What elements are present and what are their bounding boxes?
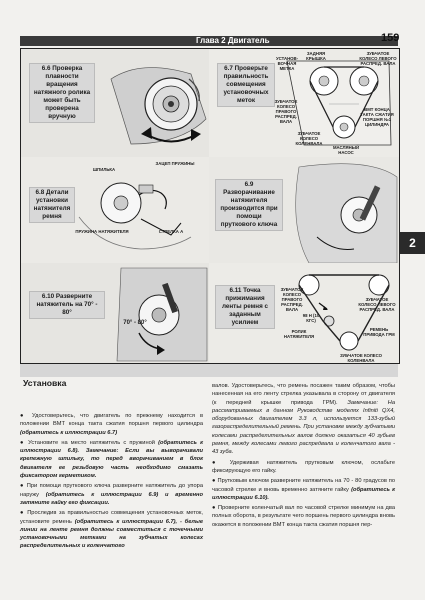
label-right-cam-sprocket: ЗУБЧАТОЕ КОЛЕСО ПРАВОГО РАСПРЕД. ВАЛА <box>274 99 298 124</box>
chapter-tab: 2 <box>400 232 425 254</box>
text-column-left <box>20 412 203 553</box>
caption-6-6: 6.6 Проверка плавности вращения натяжного ролика может быть проверена вручную <box>29 63 95 123</box>
caption-6-11: 6.11 Точка прижимания ленты ремня с заданным усилием <box>215 285 275 329</box>
caption-6-9: 6.9 Разворачивание натяжителя производится при помощи пруткового ключа <box>215 179 283 231</box>
page-header <box>20 36 398 46</box>
label-tensioner-spring: ПРУЖИНА НАТЯЖИТЕЛЯ <box>75 229 129 234</box>
paragraph: ● При помощи пруткового ключа разверните натяжитель до упора наружу (обратитесь к иллюстрации 6.9) и временно затяните гайку его фиксации. <box>20 483 203 506</box>
section-header-bar <box>20 364 398 377</box>
label-oil-pump: МАСЛЯНЫЙ НАСОС <box>332 145 360 155</box>
paragraph: ● Проверните коленчатый вал по часовой стрелке минимум на два полных оборота, в результате чего поршень первого цилиндра вновь окажется в положении ВМТ конца такта сжатия поршня пер- <box>212 505 395 528</box>
installation-section <box>20 364 404 600</box>
chapter-title: Глава 2 Двигатель <box>196 36 270 45</box>
caption-6-10: 6.10 Разверните натяжитель на 70° - 80° <box>29 291 105 319</box>
paragraph: ● Установите на место натяжитель с пружиной (обратитесь к иллюстрации 6.8). Замечание: Если вы выворачивали крепежную шпильку, то перед вворачиванием в блок двигателя ее резьбовую часть необходимо смазать фиксатором герметиком. <box>20 439 203 480</box>
text-column-right <box>212 382 395 531</box>
label-rear-cover: ЗАДНЯЯ КРЫШКА <box>306 51 326 61</box>
figure-6-11 <box>209 263 399 363</box>
label-stud: ШПИЛЬКА <box>92 167 116 172</box>
label-tensioner-roller: РОЛИК НАТЯЖИТЕЛЯ <box>283 329 315 339</box>
figure-grid <box>20 48 400 364</box>
figure-6-6 <box>21 49 210 158</box>
caption-6-7: 6.7 Проверьте правильность совмещения установочных меток <box>217 63 275 107</box>
label-arrow-a: СТРЕЛКА А <box>158 229 184 234</box>
label-left-cam-sprocket: ЗУБЧАТОЕ КОЛЕСО ЛЕВОГО РАСПРЕД. ВАЛА <box>359 51 397 66</box>
figure-6-10 <box>21 263 210 363</box>
paragraph: валов. Удостоверьтесь, что ремень посажен таким образом, чтобы нанесенная на его ленту стрелка указывала в сторону от двигателя (к передней крышке привода ГРМ). Замечание: На рассматриваемых в данном Руководстве моделях Infiniti QX4, оборудованных двигателем 3.3 л, используется 133-зубый газораспределительный ремень. При установке между зубчатыми колесами распределительных валов должно оказаться 40 зубьев ремня, между колесами левого распредвала и коленчатого вала - 43 зуба. <box>212 383 395 456</box>
label-left-cam-sprocket-2: ЗУБЧАТОЕ КОЛЕСО ЛЕВОГО РАСПРЕД. ВАЛА <box>358 297 396 312</box>
paragraph: ● Прутковым ключом разверните натяжитель на 70 - 80 градусов по часовой стрелке и вновь временно затяните гайку (обратитесь к иллюстрации 6.10). <box>212 478 395 501</box>
label-force: 98 Н (10 КГС) <box>302 313 320 323</box>
caption-6-8: 6.8 Детали установки натяжителя ремня <box>29 187 75 223</box>
paragraph: ● Проследив за правильностью совмещения установочных меток, установите ремень (обратитесь к иллюстрации 6.7), - белые линии на ленте ремня должны совместиться с точечными установочными метками на зубчатых колесах распределительных и коленчатого <box>20 510 203 550</box>
label-crank-sprocket-2: ЗУБЧАТОЕ КОЛЕСО КОЛЕНВАЛА <box>339 353 383 363</box>
paragraph: ● Удостоверьтесь, что двигатель по прежнему находится в положении ВМТ конца такта сжатия поршня первого цилиндра (обратитесь к иллюстрации 6.7) <box>20 413 203 436</box>
label-crank-sprocket: ЗУБЧАТОЕ КОЛЕСО КОЛЕНВАЛА <box>295 131 323 146</box>
section-title: Установка <box>23 378 67 388</box>
page-number: 159 <box>381 32 400 44</box>
label-timing-belt: РЕМЕНЬ ПРИВОДА ГРМ <box>363 327 395 337</box>
figure-6-9 <box>209 157 399 264</box>
label-angle: 70° - 80° <box>123 320 147 326</box>
label-tdc: ВМТ КОНЦА ТАКТА СЖАТИЯ ПОРШНЯ №1 ЦИЛИНДРА <box>360 107 394 127</box>
label-spring-hook: ЗАЦЕП ПРУЖИНЫ <box>155 161 195 166</box>
paragraph: ● Удерживая натяжитель прутковым ключом, ослабьте фиксирующую его гайку. <box>212 459 395 474</box>
figure-6-8 <box>21 157 210 264</box>
label-timing-mark: УСТАНОВ-ВОЧНАЯ МЕТКА <box>275 56 299 71</box>
figure-6-7 <box>209 49 399 158</box>
label-right-cam-sprocket-2: ЗУБЧАТОЕ КОЛЕСО ПРАВОГО РАСПРЕД. ВАЛА <box>280 287 304 312</box>
